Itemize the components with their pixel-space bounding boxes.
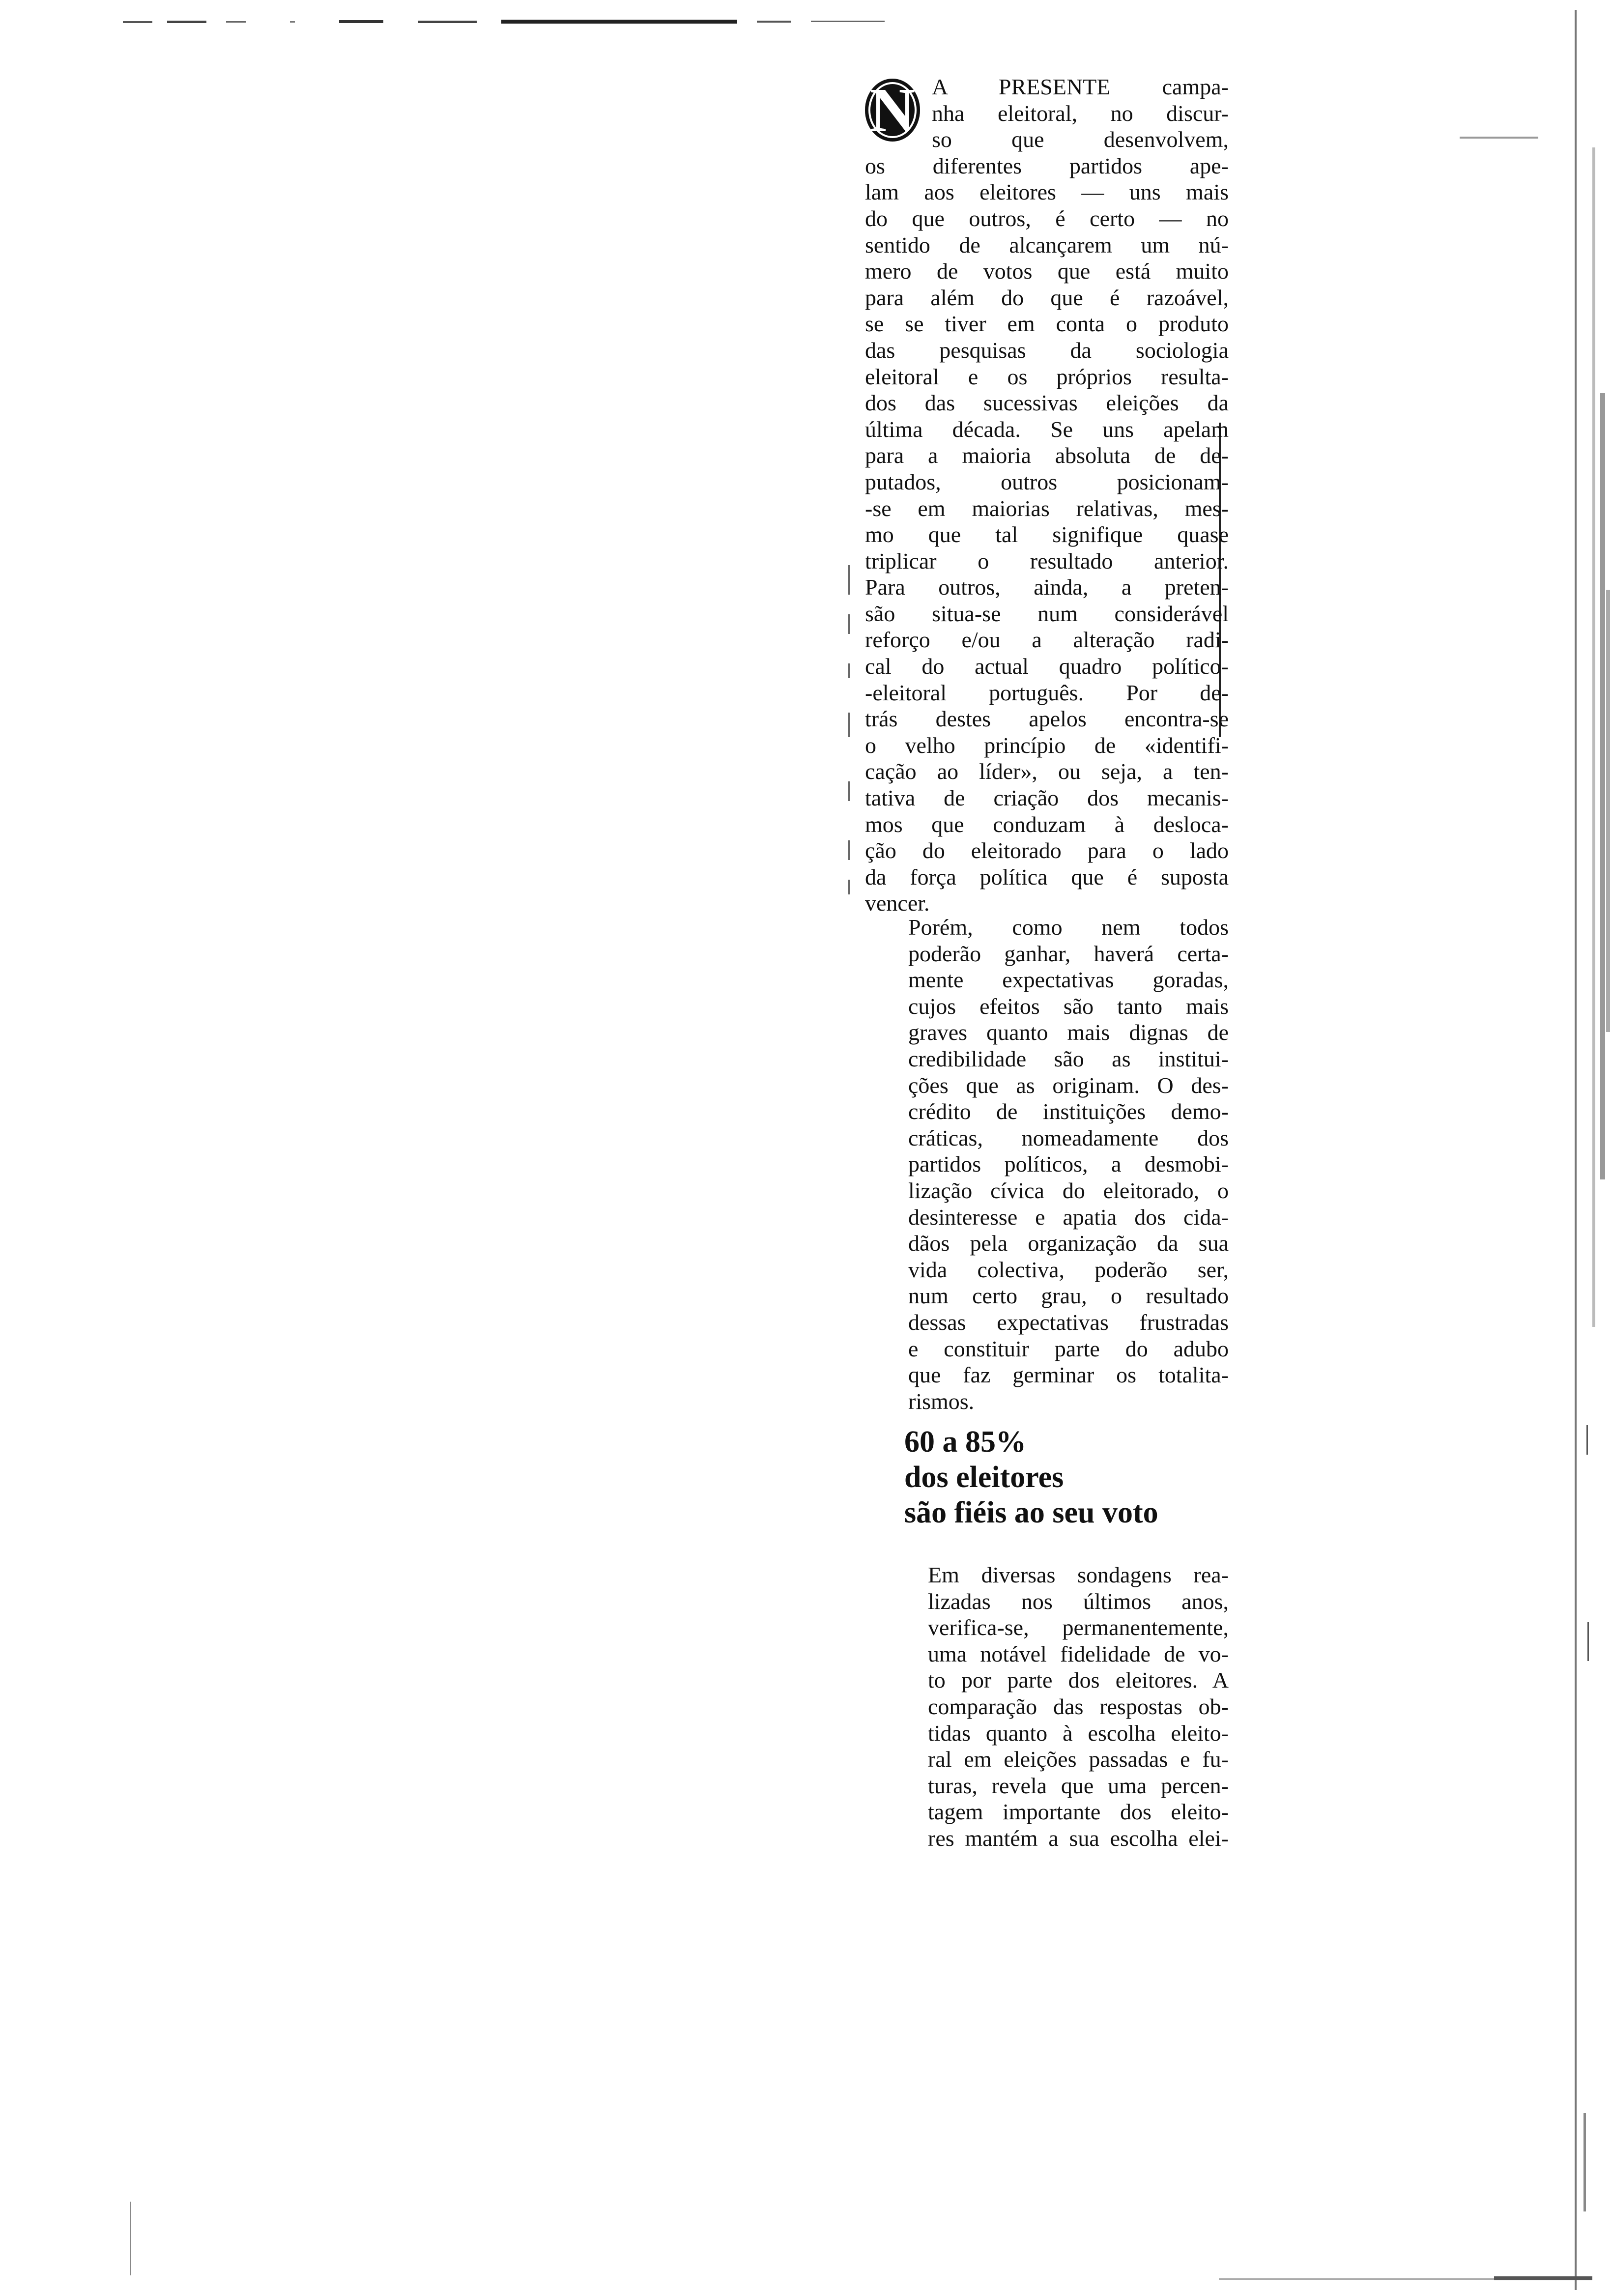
text-line: -se em maiorias relativas, mes- [865,495,1229,521]
text-line: comparação das respostas ob- [928,1693,1229,1719]
text-line: credibilidade são as institui- [908,1046,1229,1071]
text-line: do que outros, é certo — no [865,205,1229,231]
subheading-line: 60 a 85% [904,1425,1026,1459]
text-line: das pesquisas da sociologia [865,337,1229,363]
text-line: res mantém a sua escolha elei- [928,1825,1229,1851]
text-line: Porém, como nem todos [908,915,1229,940]
text-line: cal do actual quadro político- [865,654,1229,679]
text-line: tativa de criação dos mecanis- [865,785,1229,811]
text-line: última década. Se uns apelam [865,416,1229,442]
text-line: nha eleitoral, no discur- [932,100,1229,126]
text-line: mero de votos que está muito [865,258,1229,284]
text-line: lização cívica do eleitorado, o [908,1177,1229,1203]
text-line: so que desenvolvem, [932,127,1229,152]
scan-noise-top [123,19,885,26]
scan-rule-right [1460,137,1538,139]
subheading-line: são fiéis ao seu voto [904,1496,1158,1529]
text-line: graves quanto mais dignas de [908,1020,1229,1045]
text-line: reforço e/ou a alteração radi- [865,627,1229,653]
text-line: sentido de alcançarem um nú- [865,232,1229,258]
text-line: dãos pela organização da sua [908,1231,1229,1256]
text-line: são situa-se num considerável [865,601,1229,626]
text-line: poderão ganhar, haverá certa- [908,941,1229,966]
text-line: trás destes apelos encontra-se [865,706,1229,732]
text-line: tidas quanto à escolha eleito- [928,1720,1229,1746]
text-line: ções que as originam. O des- [908,1072,1229,1098]
text-line: partidos políticos, a desmobi- [908,1151,1229,1177]
text-line: putados, outros posicionam- [865,469,1229,494]
text-line: triplicar o resultado anterior. [865,548,1229,574]
section-subheading [904,1424,1229,1530]
text-line: rismos. [908,1388,975,1414]
text-line: Para outros, ainda, a preten- [865,574,1229,600]
text-line: dos das sucessivas eleições da [865,390,1229,416]
text-line: crédito de instituições demo- [908,1099,1229,1124]
text-line: mo que tal signifique quase [865,522,1229,547]
text-line: ral em eleições passadas e fu- [928,1747,1229,1772]
text-line: verifica-se, permanentemente, [928,1615,1229,1640]
text-line: lam aos eleitores — uns mais [865,179,1229,205]
text-line: os diferentes partidos ape- [865,153,1229,178]
drop-cap: N [865,79,920,142]
text-line: cujos efeitos são tanto mais [908,993,1229,1019]
text-line: que faz germinar os totalita- [908,1362,1229,1388]
text-line: ção do eleitorado para o lado [865,838,1229,863]
text-line: vida colectiva, poderão ser, [908,1257,1229,1282]
margin-dots [844,565,854,899]
text-line: dessas expectativas frustradas [908,1309,1229,1335]
text-line: mente expectativas goradas, [908,967,1229,993]
article-paragraph-3 [904,1562,1229,1852]
text-line: se se tiver em conta o produto [865,311,1229,337]
text-line: mos que conduzam à desloca- [865,811,1229,837]
text-line: da força política que é suposta [865,864,1229,890]
subheading-line: dos eleitores [904,1461,1064,1494]
text-line: num certo grau, o resultado [908,1283,1229,1309]
text-line: uma notável fidelidade de vo- [928,1641,1229,1666]
text-line: Em diversas sondagens rea- [928,1562,1229,1587]
article-paragraph-2 [885,914,1229,1414]
text-line: tagem importante dos eleito- [928,1799,1229,1825]
scan-edge-left [129,2202,133,2275]
text-line: to por parte dos eleitores. A [928,1667,1229,1693]
text-line: o velho princípio de «identifi- [865,732,1229,758]
text-line: cação ao líder», ou seja, a ten- [865,759,1229,784]
text-line: A PRESENTE campa- [932,74,1229,99]
paragraph-1-text [865,74,1229,917]
scan-bottom-noise [1219,2274,1592,2284]
text-line: lizadas nos últimos anos, [928,1588,1229,1614]
text-line: vencer. [865,890,930,916]
text-line: e constituir parte do adubo [908,1336,1229,1361]
text-line: para a maioria absoluta de de- [865,443,1229,468]
article-paragraph-1 [865,74,1229,919]
text-line: cráticas, nomeadamente dos [908,1125,1229,1150]
text-line: desinteresse e apatia dos cida- [908,1204,1229,1230]
scan-edge-right [1573,0,1612,2296]
newspaper-article [865,74,1229,1863]
text-line: eleitoral e os próprios resulta- [865,364,1229,389]
text-line: para além do que é razoável, [865,285,1229,310]
text-line: turas, revela que uma percen- [928,1773,1229,1798]
text-line: -eleitoral português. Por de- [865,680,1229,705]
